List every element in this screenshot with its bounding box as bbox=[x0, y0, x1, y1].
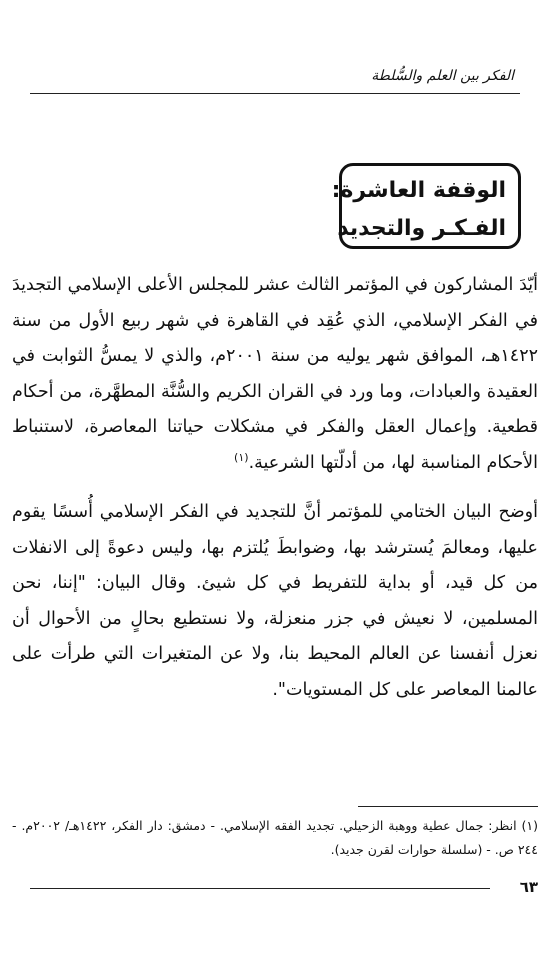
running-head: الفكر بين العلم والسُّلطة bbox=[371, 68, 514, 84]
section-title-box bbox=[331, 163, 521, 249]
footnote-rule bbox=[358, 806, 538, 807]
section-title-line2: الفـكـر والتجديد bbox=[337, 216, 506, 241]
paragraph-1 bbox=[12, 268, 538, 481]
section-title-line1: الوقفة العاشرة: bbox=[331, 178, 506, 203]
paragraph-1-text: أيّدَ المشاركون في المؤتمر الثالث عشر للمجلس الأعلى الإسلامي التجديدَ في الفكر الإسلامي، الذي عُقِد في القاهرة في شهر ربيع الأول من سنة ١٤٢٢هـ، الموافق شهر يوليه من سنة ٢٠٠١م، والذي لا يمسُّ الثوابت في العقيدة والعبادات، وما ورد في القران الكريم والسُّنَّة المطهَّرة، من أحكام قطعية. وإعمال العقل والفكر في مشكلات حياتنا المعاصرة، لاستنباط الأحكام المناسبة لها، من أدلّتها الشرعية. bbox=[12, 275, 538, 473]
header-rule bbox=[30, 93, 520, 94]
paragraph-2: أوضح البيان الختامي للمؤتمر أنَّ للتجديد في الفكر الإسلامي أُسسًا يقوم عليها، ومعالمَ يُسترشد بها، وضوابطَ يُلتزم بها، وليس دعوةً إلى الانفلات من كل قيد، أو بداية للتفريط في كل شيئ. وقال البيان: "إننا، نحن المسلمين، لا نعيش في جزر منعزلة، ولا نستطيع بحالٍ من الأحوال أن نعزل أنفسنا عن العالم المحيط بنا، ولا عن المتغيرات التي طرأت على عالمنا المعاصر على كل المستويات". bbox=[12, 502, 538, 700]
body-text bbox=[12, 268, 538, 708]
footer-rule bbox=[30, 888, 490, 889]
footnote-marker: (١) bbox=[234, 450, 249, 464]
footnote: (١) انظر: جمال عطية ووهبة الزحيلي. تجديد الفقه الإسلامي. - دمشق: دار الفكر، ١٤٢٢هـ/ ٢٠٠٢م. - ٢٤٤ ص. - (سلسلة حوارات لقرن جديد). bbox=[12, 818, 538, 857]
page-number: ٦٣ bbox=[519, 878, 538, 896]
